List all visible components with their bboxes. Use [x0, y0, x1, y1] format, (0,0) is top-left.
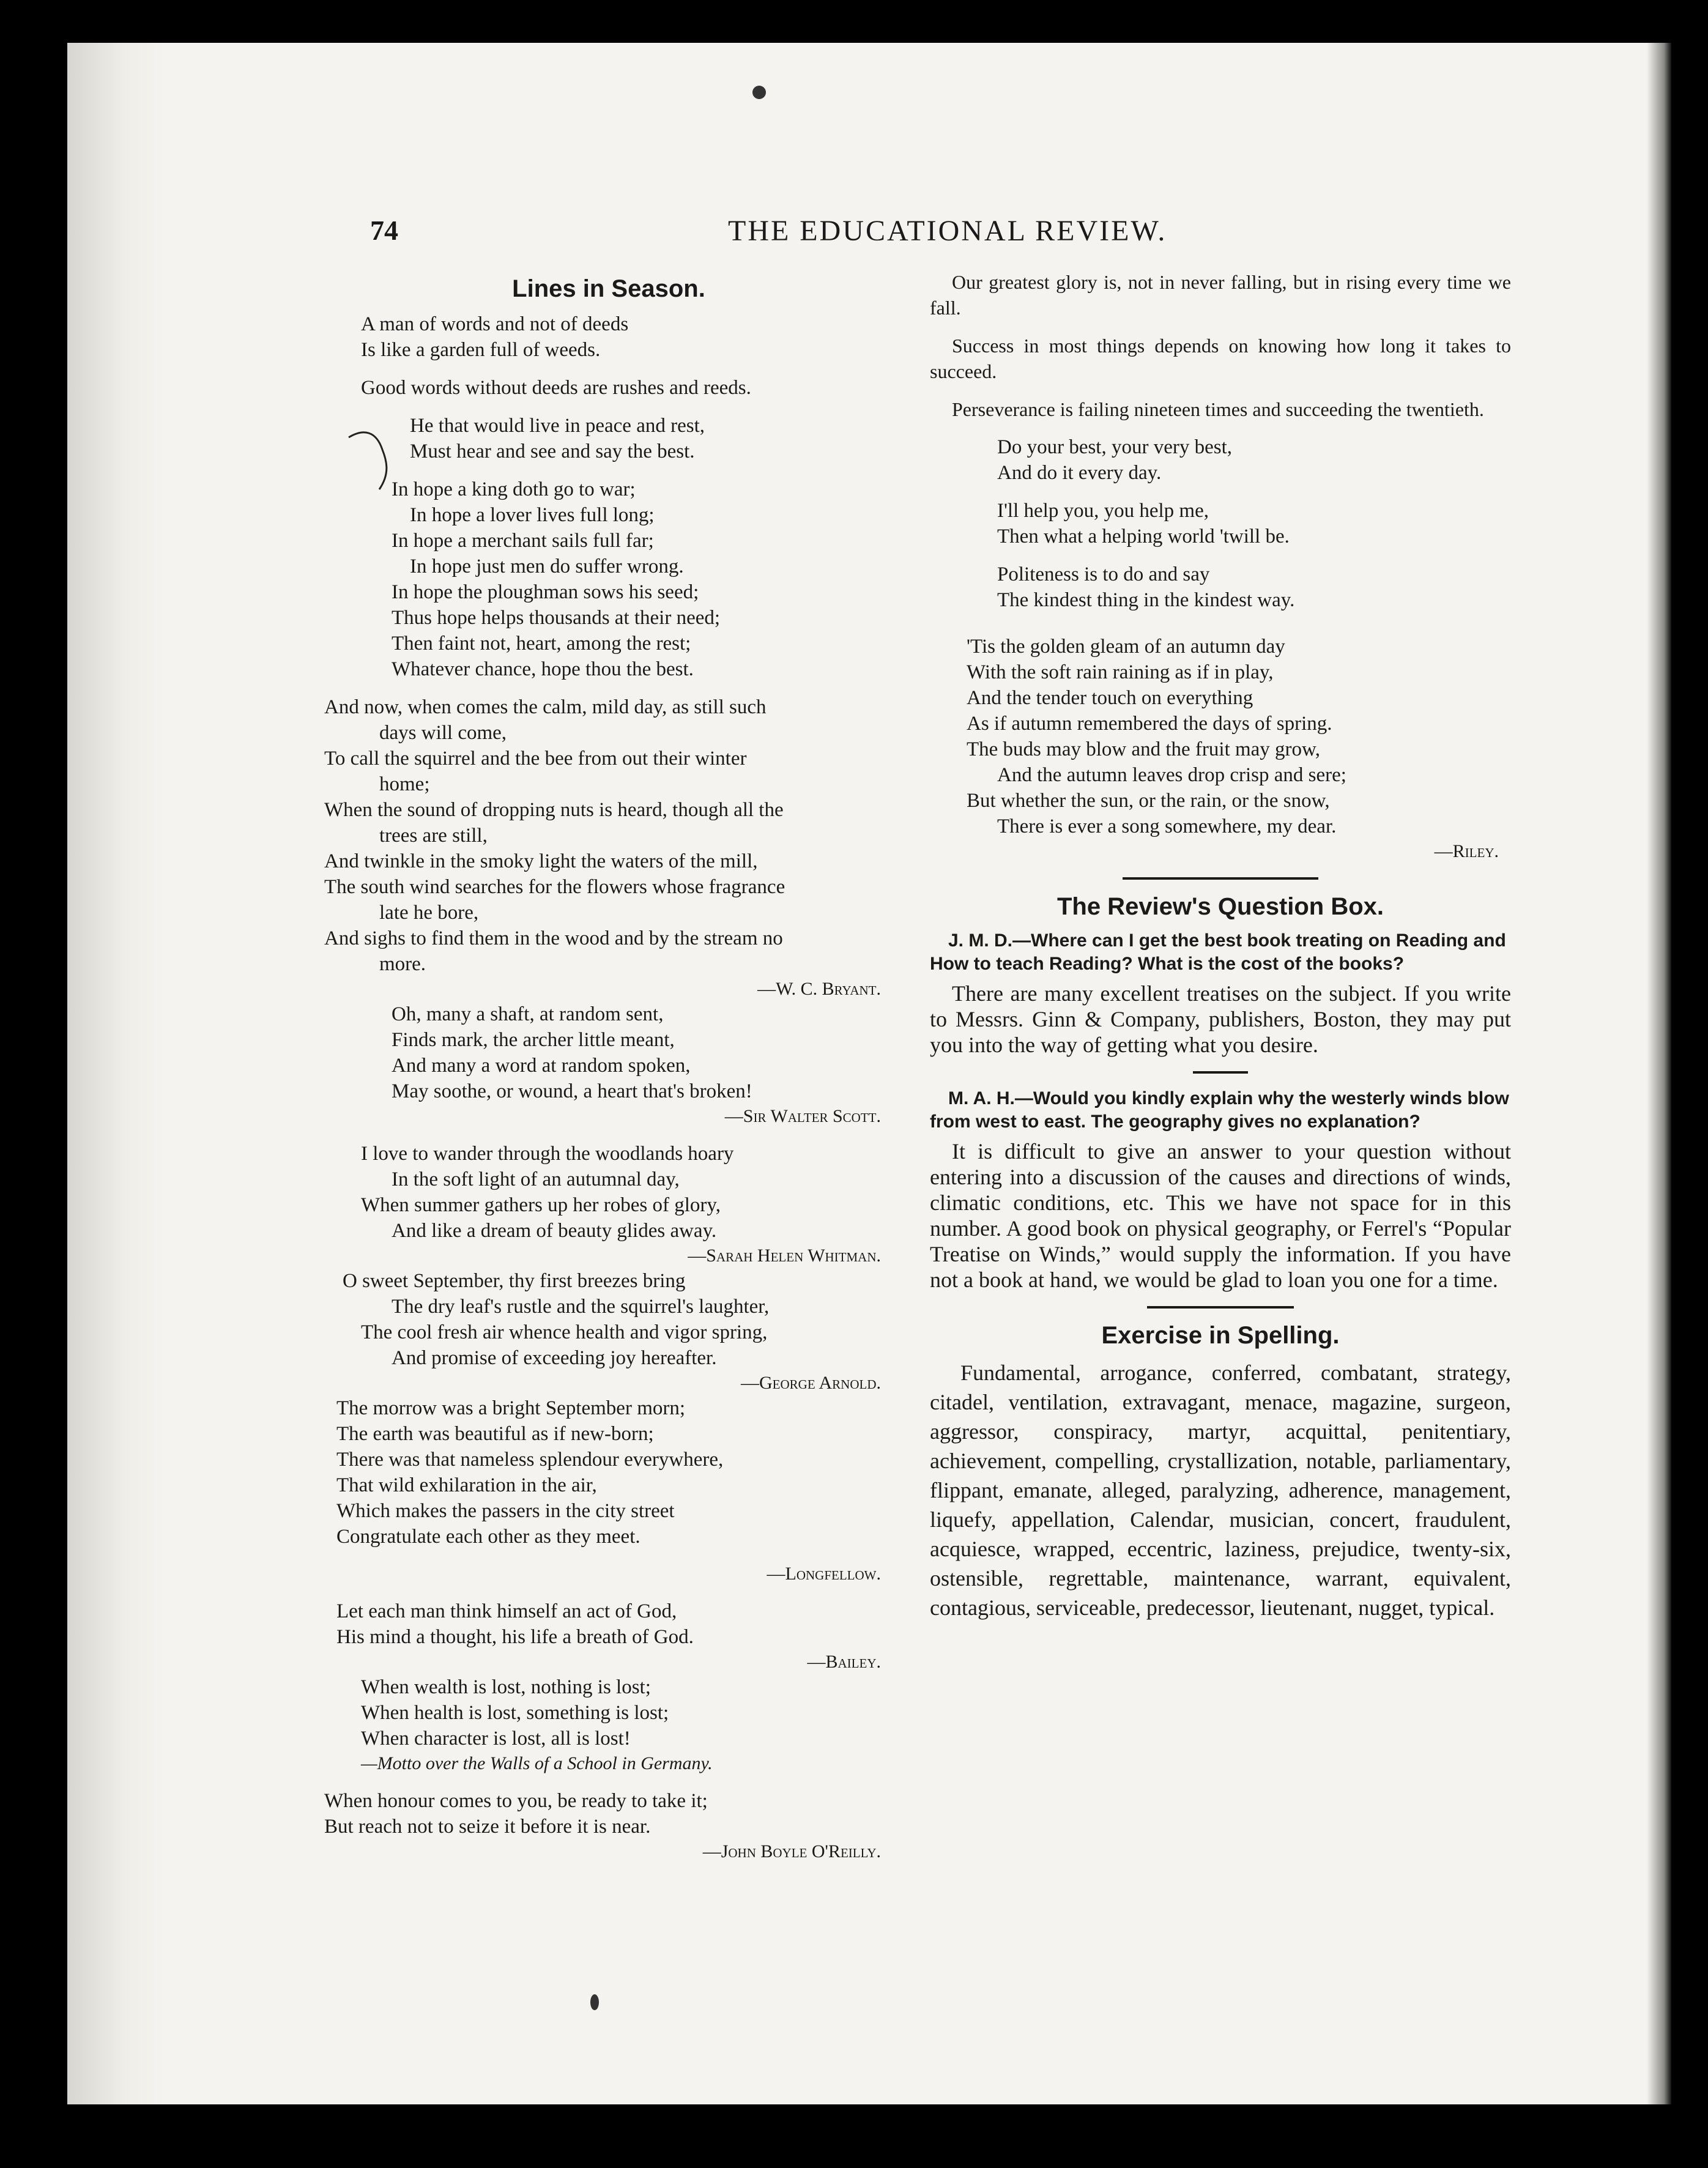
poem-line: Congratulate each other as they meet.: [336, 1526, 640, 1548]
saying: Our greatest glory is, not in never falling, but in rising every time we fall.: [930, 271, 1511, 319]
left-column: [324, 269, 893, 1864]
poem-line: His mind a thought, his life a breath of God.: [336, 1626, 694, 1648]
couplet-line: The kindest thing in the kindest way.: [997, 589, 1295, 611]
poem-line: Whatever chance, hope thou the best.: [392, 658, 694, 680]
answer-mah: It is difficult to give an answer to your question without entering into a discussion of the causes and directions of winds, climatic conditions, etc. This we have not space for in this number. A good book on physical geography, or Ferrel's “Popular Treatise on Winds,” would supply the information. If you have not a book at hand, we would be glad to loan you one for a time.: [930, 1139, 1511, 1292]
poem-line: When wealth is lost, nothing is lost;: [361, 1676, 651, 1698]
couplet-line: I'll help you, you help me,: [997, 500, 1209, 522]
poem-line: The cool fresh air whence health and vigor spring,: [361, 1321, 768, 1343]
poem-line: And many a word at random spoken,: [392, 1055, 691, 1077]
poem-line: home;: [379, 773, 430, 795]
poem-line: And now, when comes the calm, mild day, as still such: [324, 696, 767, 718]
section-title-lines-in-season: Lines in Season.: [512, 275, 705, 302]
section-divider: [1147, 1306, 1294, 1309]
poem-line: When health is lost, something is lost;: [361, 1702, 669, 1724]
couplet-line: Do your best, your very best,: [997, 436, 1233, 458]
page-stack-edge: [67, 43, 165, 2104]
poem-line: In the soft light of an autumnal day,: [392, 1168, 680, 1190]
poem-line: In hope a king doth go to war;: [392, 478, 636, 500]
poem-line: But whether the sun, or the rain, or the snow,: [967, 790, 1330, 812]
spelling-word-list: Fundamental, arrogance, conferred, combatant, strategy, citadel, ventilation, extravagant, menace, magazine, surgeon, aggressor, conspiracy, martyr, acquittal, penitentiary, achievement, compelling, crystallization, notable, parliamentary, flippant, emanate, alleged, paralyzing, adherence, management, liquefy, appellation, Calendar, musician, concert, fraudulent, acquiesce, wrapped, eccentric, laziness, prejudice, twenty-six, ostensible, regrettable, maintenance, warrant, equivalent, contagious, serviceable, predecessor, lieutenant, nugget, typical.: [930, 1361, 1511, 1620]
answer-jmd: There are many excellent treatises on the subject. If you write to Messrs. Ginn & Company, publishers, Boston, they may put you into the way of getting what you desire.: [930, 981, 1511, 1057]
poem-line: In hope the ploughman sows his seed;: [392, 581, 699, 603]
poem-line: That wild exhilaration in the air,: [336, 1474, 597, 1496]
poem-line: And like a dream of beauty glides away.: [392, 1220, 717, 1242]
poem-line: The buds may blow and the fruit may grow,: [967, 738, 1320, 760]
poem-line: Thus hope helps thousands at their need;: [392, 607, 721, 629]
poem-line: There was that nameless splendour everywhere,: [336, 1449, 724, 1471]
poem-line: O sweet September, thy first breezes bring: [343, 1270, 686, 1292]
poem-line: But reach not to seize it before it is near.: [324, 1816, 651, 1838]
poem-line: I love to wander through the woodlands hoary: [361, 1143, 734, 1165]
poem-line: Must hear and see and say the best.: [410, 440, 695, 462]
question-jmd: J. M. D.—Where can I get the best book treating on Reading and How to teach Reading? What is the cost of the books?: [930, 930, 1506, 974]
poem-line: In hope just men do suffer wrong.: [410, 555, 684, 577]
saying: Perseverance is failing nineteen times and succeeding the twentieth.: [952, 398, 1484, 420]
poem-line: He that would live in peace and rest,: [410, 415, 705, 437]
right-column: [930, 269, 1511, 1622]
couplet-line: Politeness is to do and say: [997, 563, 1210, 585]
attribution: —W. C. Bryant.: [757, 979, 881, 999]
poem-line: And twinkle in the smoky light the waters of the mill,: [324, 850, 758, 872]
page-gutter-shadow: [1647, 43, 1671, 2104]
poem-line: The dry leaf's rustle and the squirrel's laughter,: [392, 1296, 770, 1318]
attribution-motto: —Motto over the Walls of a School in Germany.: [361, 1753, 713, 1773]
attribution: —Bailey.: [807, 1652, 881, 1672]
attribution: —Longfellow.: [767, 1564, 881, 1584]
attribution: —Sir Walter Scott.: [724, 1106, 881, 1126]
poem-line: more.: [379, 953, 426, 975]
poem-line: Finds mark, the archer little meant,: [392, 1029, 675, 1051]
poem-line: Is like a garden full of weeds.: [361, 339, 601, 361]
ink-spot: [752, 86, 766, 99]
attribution: —George Arnold.: [741, 1373, 881, 1393]
poem-line: days will come,: [379, 722, 507, 744]
couplet-line: Then what a helping world 'twill be.: [997, 525, 1290, 548]
poem-line: And the tender touch on everything: [967, 687, 1253, 709]
poem-line: late he bore,: [379, 902, 479, 924]
poem-line: A man of words and not of deeds: [361, 313, 629, 335]
section-divider: [1123, 877, 1318, 880]
poem-line: Which makes the passers in the city street: [336, 1500, 675, 1522]
section-title-question-box: The Review's Question Box.: [1056, 893, 1384, 920]
poem-line: In hope a merchant sails full far;: [392, 530, 654, 552]
poem-line: And sighs to find them in the wood and by the stream no: [324, 927, 783, 949]
poem-line: May soothe, or wound, a heart that's broken!: [392, 1080, 752, 1102]
poem-line: Good words without deeds are rushes and reeds.: [361, 377, 751, 399]
question-divider: [1193, 1071, 1248, 1074]
question-mah: M. A. H.—Would you kindly explain why the westerly winds blow from west to east. The geography gives no explanation?: [930, 1088, 1509, 1132]
poem-line: To call the squirrel and the bee from out their winter: [324, 748, 747, 770]
poem-line: The morrow was a bright September morn;: [336, 1397, 686, 1419]
poem-line: There is ever a song somewhere, my dear.: [997, 815, 1337, 837]
ink-spot: [590, 1994, 599, 2010]
attribution: —John Boyle O'Reilly.: [702, 1841, 881, 1862]
couplet-line: And do it every day.: [997, 462, 1162, 484]
poem-line: And the autumn leaves drop crisp and sere;: [997, 764, 1346, 786]
journal-title: THE EDUCATIONAL REVIEW.: [728, 215, 1167, 247]
poem-line: The earth was beautiful as if new-born;: [336, 1423, 654, 1445]
poem-line: When honour comes to you, be ready to take it;: [324, 1790, 708, 1812]
page-number: 74: [370, 215, 398, 246]
poem-line: In hope a lover lives full long;: [410, 504, 655, 526]
poem-line: When summer gathers up her robes of glory,: [361, 1194, 721, 1216]
poem-line: With the soft rain raining as if in play,: [967, 661, 1274, 683]
poem-line: The south wind searches for the flowers whose fragrance: [324, 876, 785, 898]
saying: Success in most things depends on knowing how long it takes to succeed.: [930, 335, 1511, 382]
poem-line: trees are still,: [379, 825, 488, 847]
section-title-spelling: Exercise in Spelling.: [1101, 1322, 1340, 1349]
poem-line: Let each man think himself an act of God,: [336, 1600, 677, 1622]
poem-line: Then faint not, heart, among the rest;: [392, 633, 691, 655]
poem-line: Oh, many a shaft, at random sent,: [392, 1003, 664, 1025]
poem-line: When character is lost, all is lost!: [361, 1728, 631, 1750]
poem-line: 'Tis the golden gleam of an autumn day: [967, 636, 1285, 658]
attribution: —Sarah Helen Whitman.: [688, 1245, 881, 1266]
poem-line: When the sound of dropping nuts is heard, though all the: [324, 799, 784, 821]
running-header: [0, 214, 1708, 257]
poem-line: As if autumn remembered the days of spring.: [967, 713, 1332, 735]
poem-line: And promise of exceeding joy hereafter.: [392, 1347, 717, 1369]
attribution: —Riley.: [1434, 841, 1499, 861]
